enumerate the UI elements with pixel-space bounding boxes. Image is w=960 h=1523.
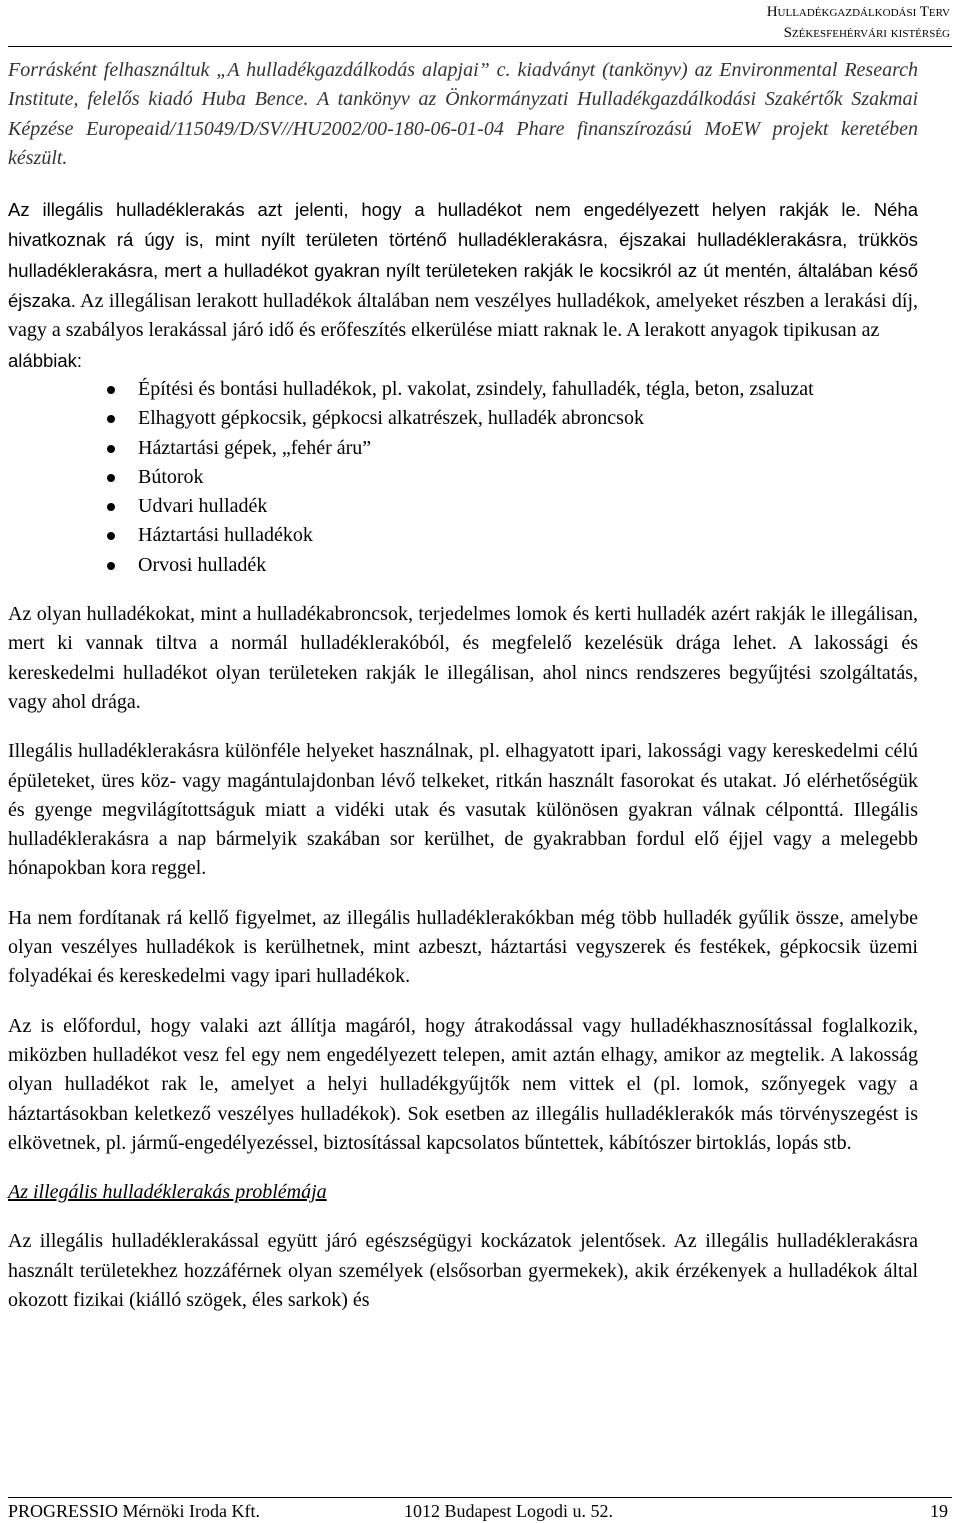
intro-definition: Az illegális hulladéklerakás azt jelenti, hogy a hulladékot nem engedélyezett helyen rakják le. Néha hivatkoznak rá úgy is, mint nyílt területen történő hulladéklerakásra, éjszakai hulladéklerakásra, trükkös hulladéklerakásra, mert a hulladékot gyakran nyílt területeken rakják le kocsikról az út mentén, általában késő éjszaka. — [8, 199, 918, 312]
list-item: Elhagyott gépkocsik, gépkocsi alkatrészek, hulladék abroncsok — [138, 404, 918, 433]
section-heading: Az illegális hulladéklerakás problémája — [8, 1181, 327, 1204]
header-rule — [8, 46, 952, 47]
paragraph: Illegális hulladéklerakásra különféle helyeket használnak, pl. elhagyatott ipari, lakossági vagy kereskedelmi célú épületeket, üres köz- vagy magántulajdonban lévő telkeket, ritkán használt fasorokat és utakat. Jó elérhetőségük és gyenge megvilágítottságuk miatt a vidéki utak és vasutak különösen gyakran válnak célponttá. Illegális hulladéklerakásra a nap bármelyik szakában sor kerülhet, de gyakrabban fordul elő éjjel vagy a melegebb hónapokban kora reggel. — [8, 740, 918, 880]
source-note: Forrásként felhasználtuk „A hulladékgazdálkodás alapjai” c. kiadványt (tankönyv) az Environmental Research Institute, felelős kiadó Huba Bence. A tankönyv az Önkormányzati Hulladékgazdálkodási Szakértők Szakmai Képzése Europeaid/115049/D/SV//HU2002/00-180-06-01-04 Phare finanszírozású MoEW projekt keretében készült. — [8, 59, 918, 169]
list-item: Háztartási hulladékok — [138, 521, 918, 550]
paragraph: Az illegális hulladéklerakással együtt járó egészségügyi kockázatok jelentősek. Az illegális hulladéklerakásra használt területekhez hozzáférnek olyan személyek (elsősorban gyermekek), akik érzékenyek a hulladékok által okozott fizikai (kiálló szögek, éles sarkok) és — [8, 1230, 918, 1311]
intro-continuation: Az illegálisan lerakott hulladékok általában nem veszélyes hulladékok, amelyeket részben a lerakási díj, vagy a szabályos lerakással járó idő és erőfeszítés elkerülése miatt raknak le. A lerakott anyagok tipikusan az — [8, 290, 918, 342]
footer-rule — [8, 1497, 952, 1498]
list-item: Háztartási gépek, „fehér áru” — [138, 434, 918, 463]
intro-tail: alábbiak: — [8, 349, 83, 371]
footer-address: 1012 Budapest Logodi u. 52. — [404, 1501, 613, 1521]
paragraph: Az is előfordul, hogy valaki azt állítja magáról, hogy átrakodással vagy hulladékhasznosítással foglalkozik, miközben hulladékot vesz fel egy nem engedélyezett telepen, amit aztán elhagy, amikor az megtelik. A lakosság olyan hulladékot rak le, amelyet a helyi hulladékgyűjtők nem vittek el (pl. lomok, szőnyegek vagy a háztartásokban keletkező veszélyes hulladékok). Sok esetben az illegális hulladéklerakók más törvényszegést is elkövetnek, pl. jármű-engedélyezéssel, biztosítással kapcsolatos bűntettek, kábítószer birtoklás, lopás stb. — [8, 1014, 918, 1154]
page-footer — [8, 1500, 952, 1522]
list-item: Építési és bontási hulladékok, pl. vakolat, zsindely, fahulladék, tégla, beton, zsaluzat — [138, 375, 918, 404]
list-item: Bútorok — [138, 463, 918, 492]
waste-types-list — [8, 375, 918, 580]
intro-paragraph — [8, 195, 918, 345]
paragraph: Ha nem fordítanak rá kellő figyelmet, az illegális hulladéklerakókban még több hulladék gyűlik össze, amelybe olyan veszélyes hulladékok is kerülhetnek, mint azbeszt, háztartási vegyszerek és festékek, gépkocsik üzemi folyadékai és kereskedelmi vagy ipari hulladékok. — [8, 906, 918, 988]
paragraph: Az olyan hulladékokat, mint a hulladékabroncsok, terjedelmes lomok és kerti hulladék azért rakják le illegálisan, mert ki vannak tiltva a normál hulladéklerakóból, és megfelelő kezelésük drága lehet. A lakossági és kereskedelmi hulladékot olyan területeken rakják le illegálisan, ahol nincs rendszeres begyűjtési szolgáltatás, vagy ahol drága. — [8, 603, 918, 713]
page-header — [767, 2, 950, 44]
page-number: 19 — [930, 1501, 948, 1521]
header-title: Hulladékgazdálkodási Terv — [766, 4, 950, 20]
header-subtitle: Székesfehérvári kistérség — [783, 25, 950, 41]
footer-company: PROGRESSIO Mérnöki Iroda Kft. — [8, 1501, 260, 1521]
document-body — [8, 56, 918, 1315]
list-item: Udvari hulladék — [138, 492, 918, 521]
list-item: Orvosi hulladék — [138, 551, 918, 580]
